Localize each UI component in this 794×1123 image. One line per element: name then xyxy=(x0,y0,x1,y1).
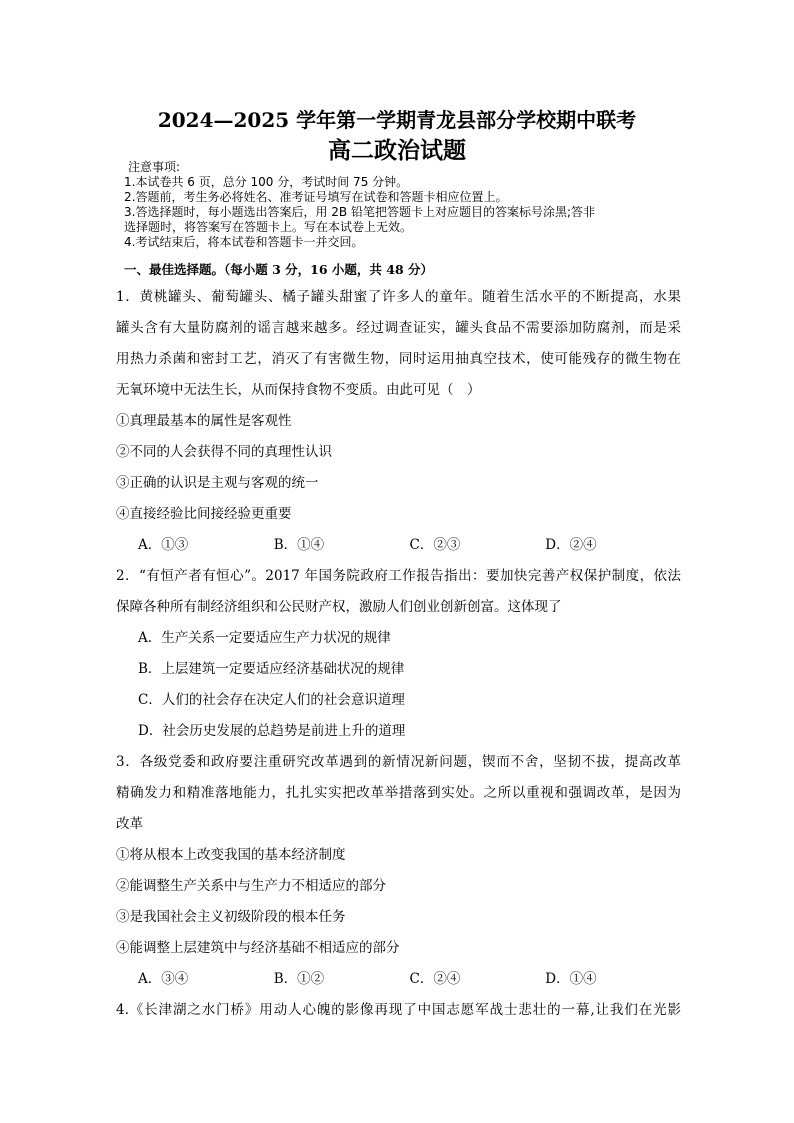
questions-body xyxy=(116,282,681,1026)
notice-item: 2.答题前，考生务必将姓名、准考证号填写在试卷和答题卡相应位置上。 xyxy=(124,190,508,204)
question-3-option: ①将从根本上改变我国的基本经济制度 xyxy=(116,847,346,863)
choice-c: C．②③ xyxy=(409,537,461,553)
notice-item: 选择题时，将答案写在答题卡上。写在本试卷上无效。 xyxy=(124,220,413,234)
question-1-option: ④直接经验比间接经验更重要 xyxy=(116,506,292,522)
question-2-option: A．生产关系一定要适应生产力状况的规律 xyxy=(138,630,391,646)
notice-heading: 注意事项: xyxy=(128,160,181,174)
question-3-choices xyxy=(116,964,681,995)
choice-c: C．②④ xyxy=(409,971,461,987)
question-1-text: 无氧环境中无法生长，从而保持食物不变质。由此可见（ ） xyxy=(116,382,481,398)
question-3-text: 改革 xyxy=(116,816,143,832)
exam-subject-title: 高二政治试题 xyxy=(328,137,466,164)
choice-b: B．①② xyxy=(273,971,325,987)
choice-a: A．③④ xyxy=(138,971,189,987)
question-1-option: ③正确的认识是主观与客观的统一 xyxy=(116,475,319,491)
choice-d: D．②④ xyxy=(545,537,597,553)
choice-b: B．①④ xyxy=(273,537,325,553)
question-1-choices xyxy=(116,530,681,561)
section-heading: 一、最佳选择题。（每小题 3 分，16 小题，共 48 分） xyxy=(124,262,433,277)
choice-a: A．①③ xyxy=(138,537,189,553)
question-3-option: ③是我国社会主义初级阶段的根本任务 xyxy=(116,909,346,925)
question-3-option: ②能调整生产关系中与生产力不相适应的部分 xyxy=(116,878,386,894)
exam-title: 2024—2025 学年第一学期青龙县部分学校期中联考 xyxy=(157,108,637,132)
question-1-text: 1．黄桃罐头、葡萄罐头、橘子罐头甜蜜了许多人的童年。随着生活水平的不断提高，水果 xyxy=(116,289,681,305)
notice-item: 3.答选择题时，每小题选出答案后，用 2B 铅笔把答题卡上对应题目的答案标号涂黑;答非 xyxy=(124,205,595,219)
question-1-text: 用热力杀菌和密封工艺，消灭了有害微生物，同时运用抽真空技术，使可能残存的微生物在 xyxy=(116,351,681,367)
question-2-option: B．上层建筑一定要适应经济基础状况的规律 xyxy=(138,661,405,677)
question-1-text: 罐头含有大量防腐剂的谣言越来越多。经过调查证实，罐头食品不需要添加防腐剂，而是采 xyxy=(116,320,681,336)
question-2-option: D．社会历史发展的总趋势是前进上升的道理 xyxy=(138,723,406,739)
notice-item: 1.本试卷共 6 页，总分 100 分，考试时间 75 分钟。 xyxy=(124,175,409,189)
notice-item: 4.考试结束后，将本试卷和答题卡一并交回。 xyxy=(124,235,364,249)
question-4-text: 4.《长津湖之水门桥》用动人心魄的影像再现了中国志愿军战士悲壮的一幕,让我们在光影 xyxy=(116,1002,681,1018)
notice-block xyxy=(124,160,684,250)
question-1-option: ①真理最基本的属性是客观性 xyxy=(116,413,292,429)
question-2-text: 保障各种所有制经济组织和公民财产权，激励人们创业创新创富。这体现了 xyxy=(116,599,562,615)
question-2-text: 2．“有恒产者有恒心”。2017 年国务院政府工作报告指出：要加快完善产权保护制度，依法 xyxy=(116,568,681,584)
choice-d: D．①④ xyxy=(545,971,597,987)
question-3-text: 精确发力和精准落地能力，扎扎实实把改革举措落到实处。之所以重视和强调改革，是因为 xyxy=(116,785,681,801)
question-2-option: C．人们的社会存在决定人们的社会意识道理 xyxy=(138,692,405,708)
question-1-option: ②不同的人会获得不同的真理性认识 xyxy=(116,444,332,460)
question-3-option: ④能调整上层建筑中与经济基础不相适应的部分 xyxy=(116,940,400,956)
question-3-text: 3．各级党委和政府要注重研究改革遇到的新情况新问题，锲而不舍，坚韧不拔，提高改革 xyxy=(116,754,681,770)
